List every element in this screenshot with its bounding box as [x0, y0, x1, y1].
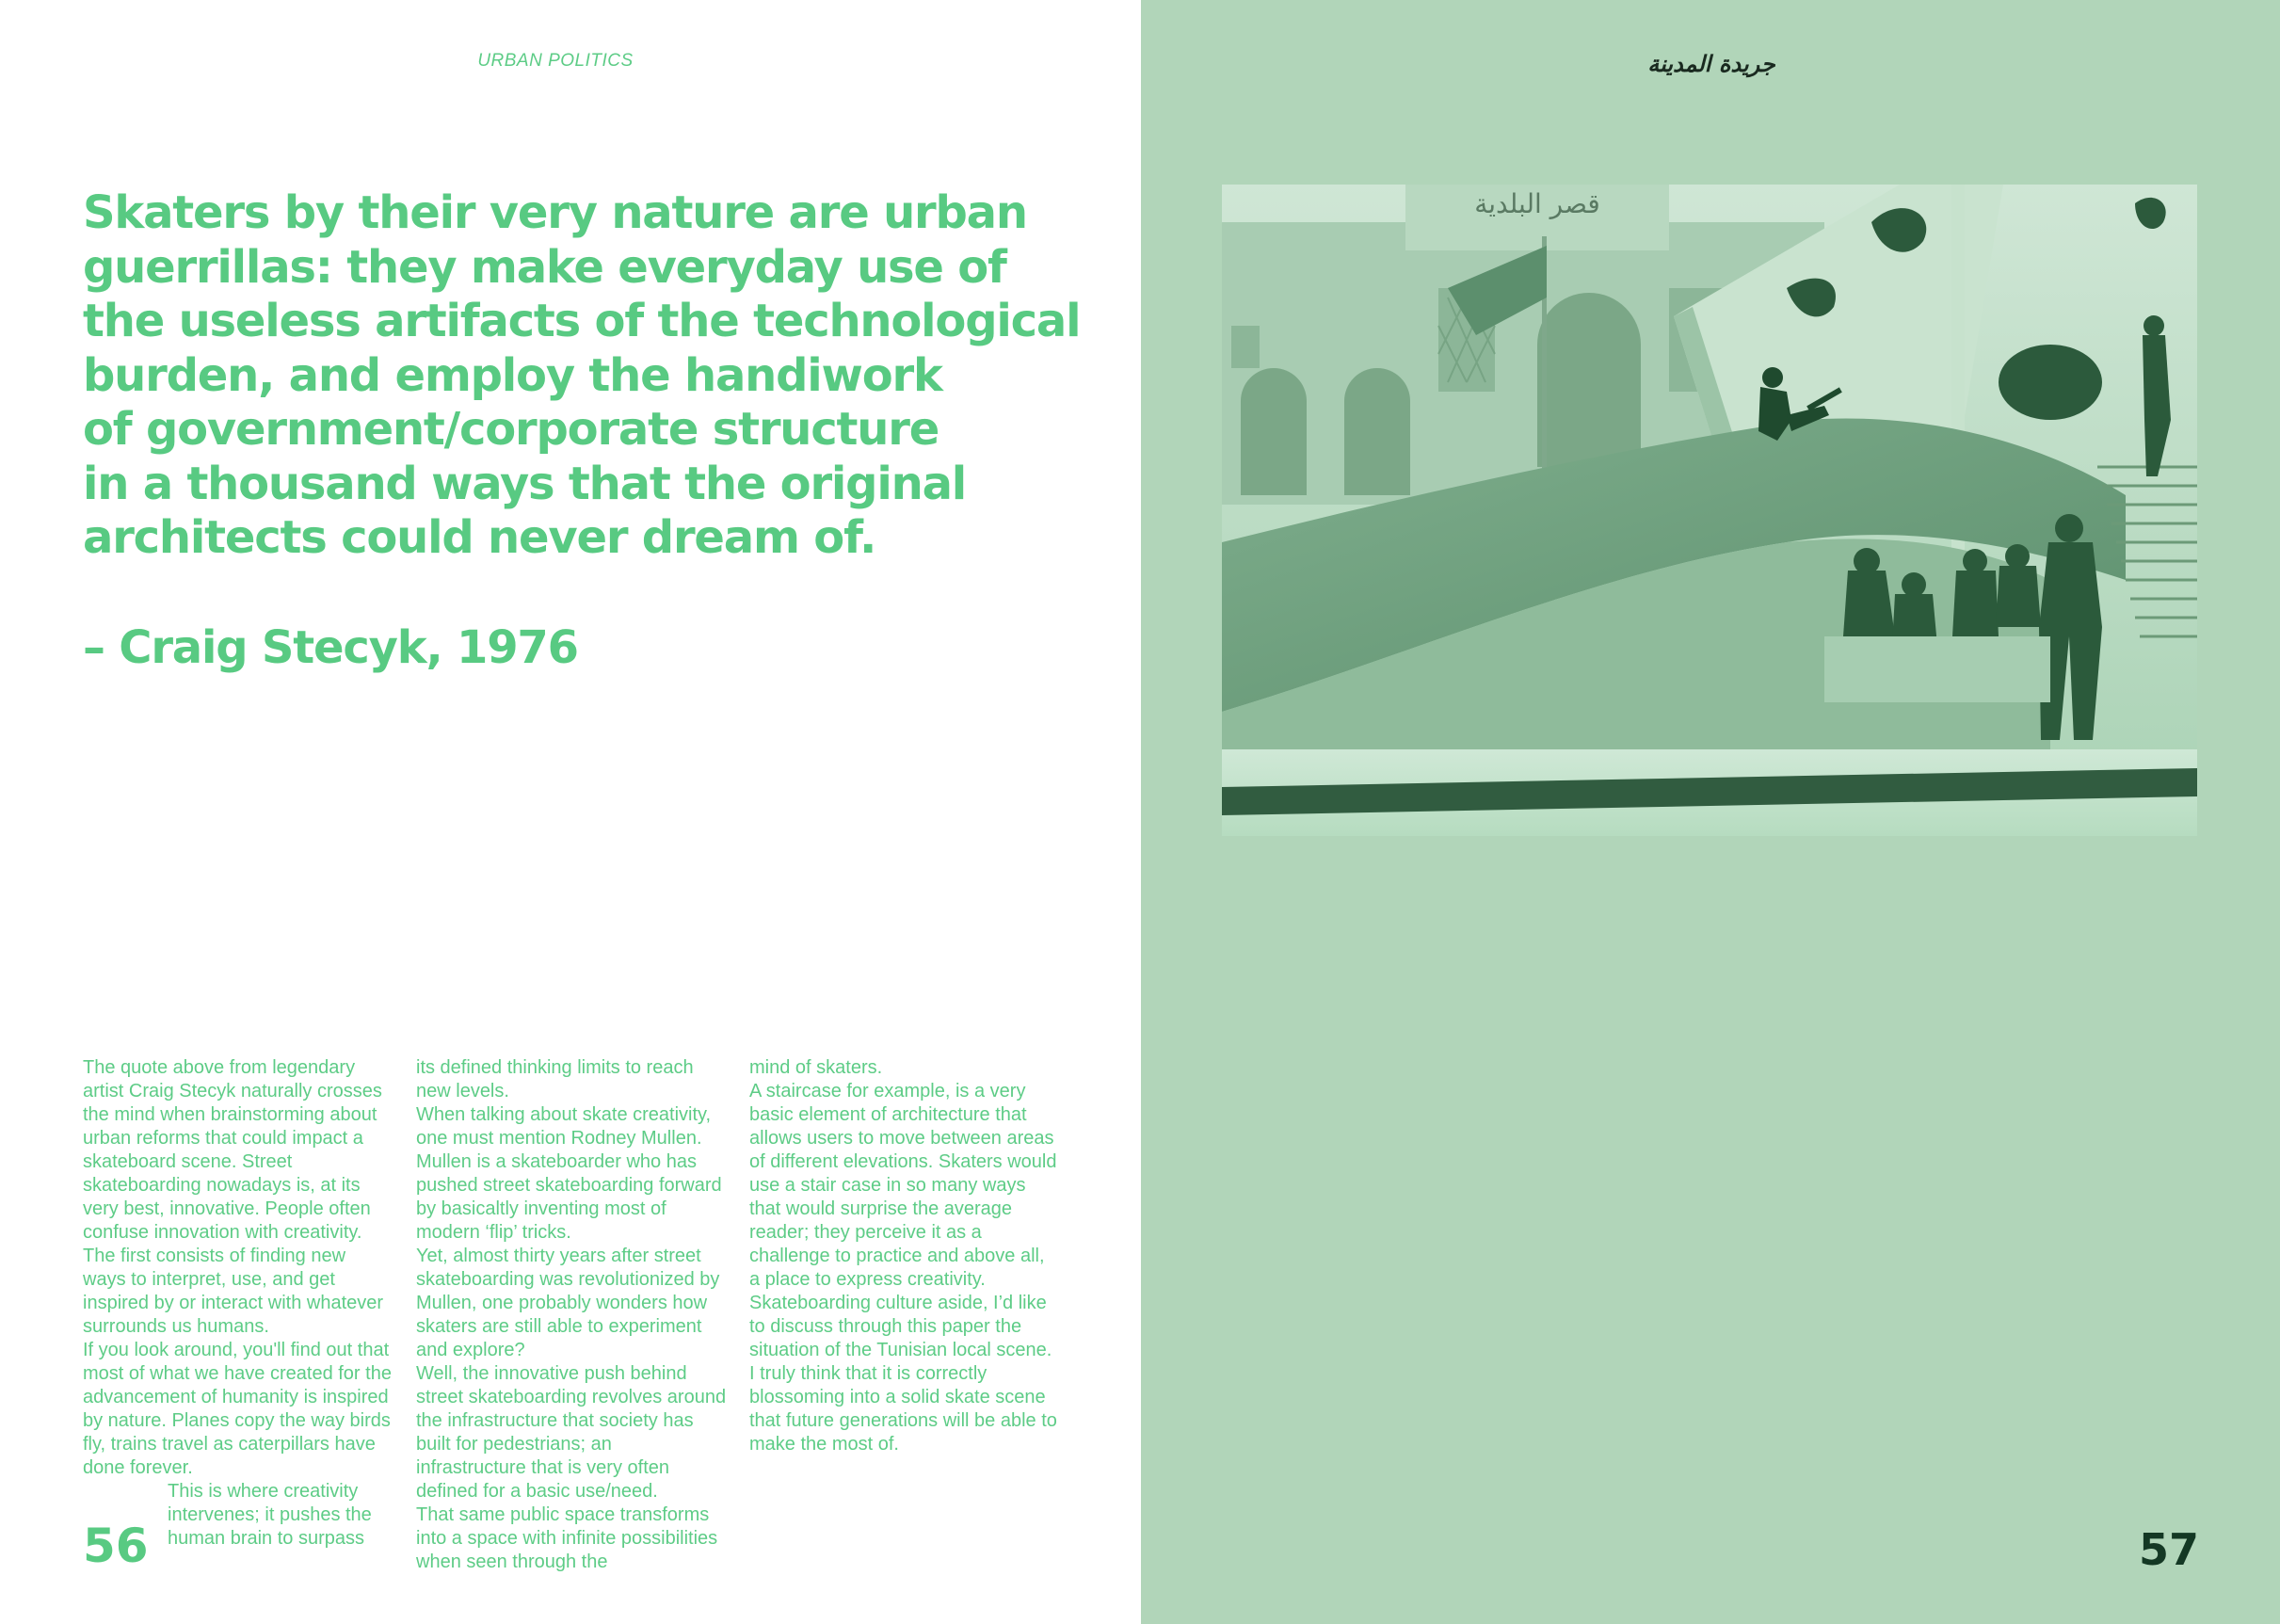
- paragraph: Yet, almost thirty years after street skateboarding was revolutionized by Mullen, one probably wonders how skaters are still able to experiment and explore?: [416, 1246, 720, 1360]
- paragraph: If you look around, you'll find out that most of what we have created for the advancement of humanity is inspired by nature. Planes copy the way birds fly, trains travel as caterpillars have done forever.: [83, 1340, 392, 1478]
- pull-quote: [83, 186, 1137, 566]
- page-number: 57: [2138, 1524, 2199, 1575]
- paragraph: When talking about skate creativity, one must mention Rodney Mullen. Mullen is a skateboarder who has pushed street skateboarding forward by basicaltly inventing most of modern ‘flip’ tricks.: [416, 1104, 722, 1243]
- paragraph: its defined thinking limits to reach new levels.: [416, 1057, 694, 1101]
- quote-line: guerrillas: they make everyday use of: [83, 240, 1006, 294]
- paragraph: That same public space transforms into a space with infinite possibilities when seen through the: [416, 1504, 718, 1572]
- body-column-1: [83, 1056, 393, 1551]
- paragraph: mind of skaters.: [749, 1057, 883, 1078]
- right-page: [1141, 0, 2280, 1624]
- page-number: 56: [83, 1519, 149, 1573]
- paragraph: Well, the innovative push behind street skateboarding revolves around the infrastructure that society has built for pedestrians; an infrastructure that is very often defined for a basic use/need.: [416, 1363, 727, 1502]
- quote-line: architects could never dream of.: [83, 511, 876, 564]
- paragraph: The quote above from legendary artist Craig Stecyk naturally crosses the mind when brainstorming about urban reforms that could impact a skateboard scene. Street skateboarding nowadays is, at its very best, innovative. People often confuse innovation with creativity. The first consists of finding new ways to interpret, use, and get inspired by or interact with whatever surrounds us humans.: [83, 1057, 384, 1337]
- paragraph: A staircase for example, is a very basic element of architecture that allows users to move between areas of different elevations. Skaters would use a stair case in so many ways that would surprise the average reader; they perceive it as a challenge to practice and above all, a place to express creativity.: [749, 1081, 1057, 1290]
- section-label: URBAN POLITICS: [477, 51, 634, 71]
- quote-line: in a thousand ways that the original: [83, 457, 967, 510]
- masthead-logo: [1647, 47, 1775, 81]
- quote-attribution: – Craig Stecyk, 1976: [83, 621, 578, 674]
- quote-line: the useless artifacts of the technological: [83, 295, 1081, 347]
- body-column-3: [749, 1056, 1060, 1456]
- quote-line: Skaters by their very nature are urban: [83, 186, 1027, 239]
- quote-line: of government/corporate structure: [83, 403, 939, 456]
- quote-line: burden, and employ the handiwork: [83, 348, 942, 402]
- body-column-2: [416, 1056, 727, 1574]
- paragraph: Skateboarding culture aside, I’d like to discuss through this paper the situation of the Tunisian local scene. I truly think that it is correctly blossoming into a solid skate scene that future generations will be able to make the most of.: [749, 1293, 1057, 1455]
- photo-building-sign: قصر البلدية: [1474, 188, 1600, 219]
- logo-text: جريدة المدينة: [1647, 51, 1775, 77]
- skate-photo: [1222, 185, 2197, 836]
- paragraph: This is where creativity intervenes; it pushes the human brain to surpass: [168, 1481, 372, 1549]
